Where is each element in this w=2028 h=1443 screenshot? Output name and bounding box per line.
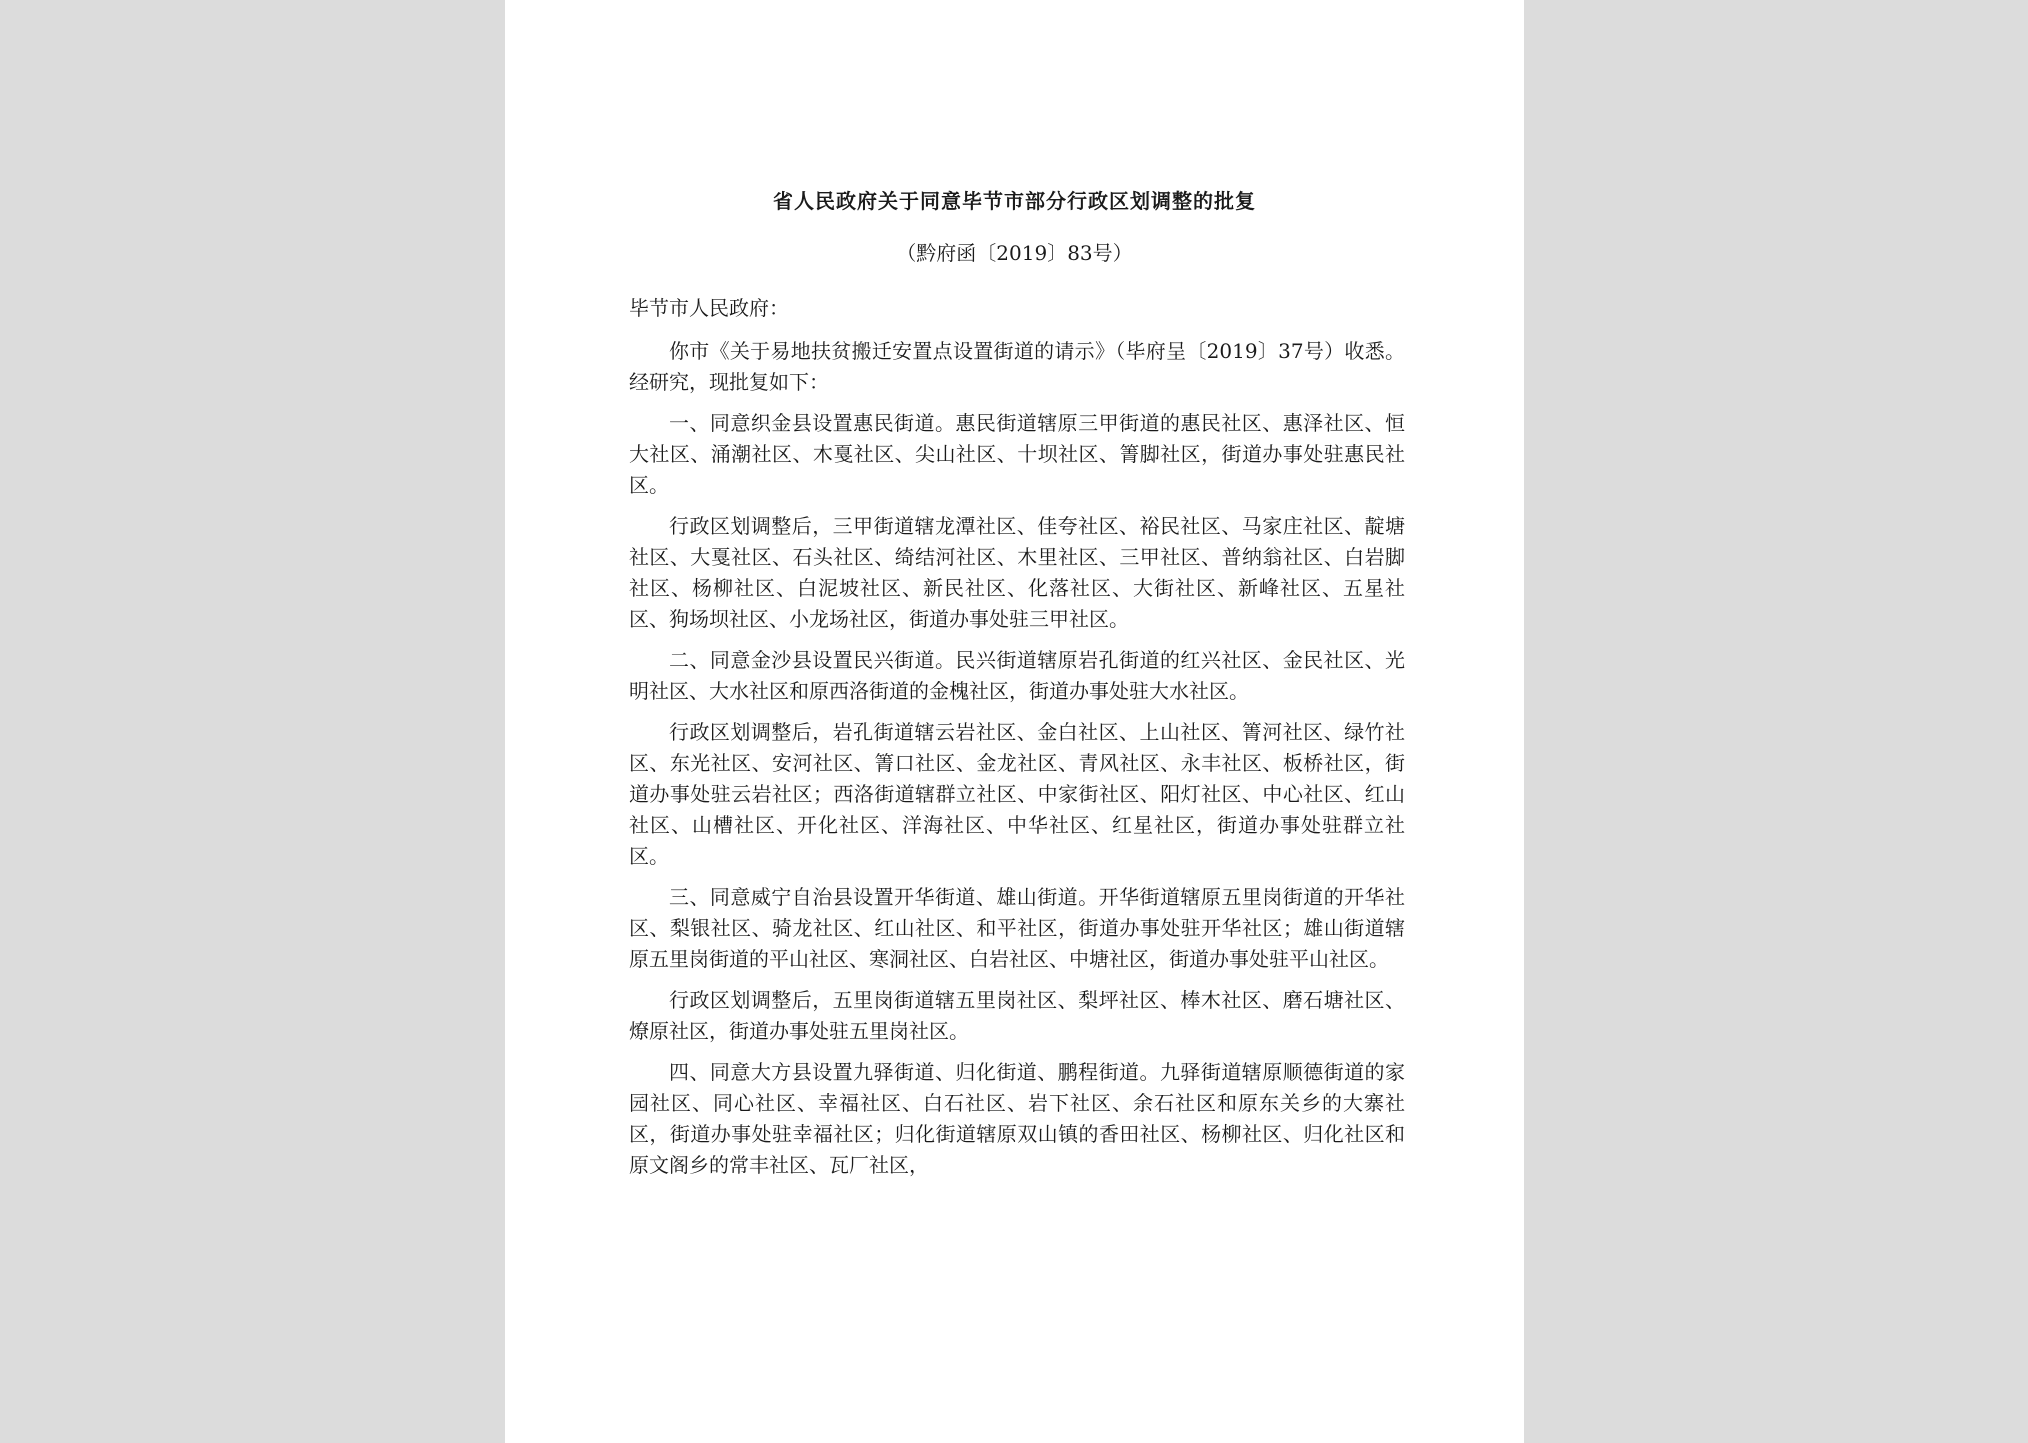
paragraph: 四、同意大方县设置九驿街道、归化街道、鹏程街道。九驿街道辖原顺德街道的家园社区、同心社区、幸福社区、白石社区、岩下社区、余石社区和原东关乡的大寨社区，街道办事处驻幸福社区；归化街道辖原双山镇的香田社区、杨柳社区、归化社区和原文阁乡的常丰社区、瓦厂社区，: [629, 1060, 1405, 1177]
salutation: 毕节市人民政府：: [629, 296, 789, 320]
paragraph: 行政区划调整后，岩孔街道辖云岩社区、金白社区、上山社区、箐河社区、绿竹社区、东光社区、安河社区、箐口社区、金龙社区、青风社区、永丰社区、板桥社区，街道办事处驻云岩社区；西洛街道辖群立社区、中家街社区、阳灯社区、中心社区、红山社区、山槽社区、开化社区、洋海社区、中华社区、红星社区，街道办事处驻群立社区。: [629, 720, 1405, 868]
document-number: （黔府函〔2019〕83号）: [896, 241, 1133, 265]
paragraph: 行政区划调整后，三甲街道辖龙潭社区、佳夸社区、裕民社区、马家庄社区、靛塘社区、大戛社区、石头社区、绮结河社区、木里社区、三甲社区、普纳翁社区、白岩脚社区、杨柳社区、白泥坡社区、新民社区、化落社区、大街社区、新峰社区、五星社区、狗场坝社区、小龙场社区，街道办事处驻三甲社区。: [629, 514, 1405, 631]
document-body: [629, 292, 1405, 1191]
document-page: [505, 0, 1524, 1443]
paragraph: 一、同意织金县设置惠民街道。惠民街道辖原三甲街道的惠民社区、惠泽社区、恒大社区、涌潮社区、木戛社区、尖山社区、十坝社区、箐脚社区，街道办事处驻惠民社区。: [629, 411, 1405, 497]
document-title: 省人民政府关于同意毕节市部分行政区划调整的批复: [773, 189, 1256, 213]
paragraph: 二、同意金沙县设置民兴街道。民兴街道辖原岩孔街道的红兴社区、金民社区、光明社区、大水社区和原西洛街道的金槐社区，街道办事处驻大水社区。: [629, 648, 1405, 703]
paragraph: 三、同意威宁自治县设置开华街道、雄山街道。开华街道辖原五里岗街道的开华社区、梨银社区、骑龙社区、红山社区、和平社区，街道办事处驻开华社区；雄山街道辖原五里岗街道的平山社区、寒洞社区、白岩社区、中塘社区，街道办事处驻平山社区。: [629, 885, 1405, 971]
paragraph: 你市《关于易地扶贫搬迁安置点设置街道的请示》（毕府呈〔2019〕37号）收悉。经研究，现批复如下：: [629, 339, 1405, 394]
paragraph: 行政区划调整后，五里岗街道辖五里岗社区、梨坪社区、棒木社区、磨石塘社区、燎原社区，街道办事处驻五里岗社区。: [629, 988, 1405, 1043]
